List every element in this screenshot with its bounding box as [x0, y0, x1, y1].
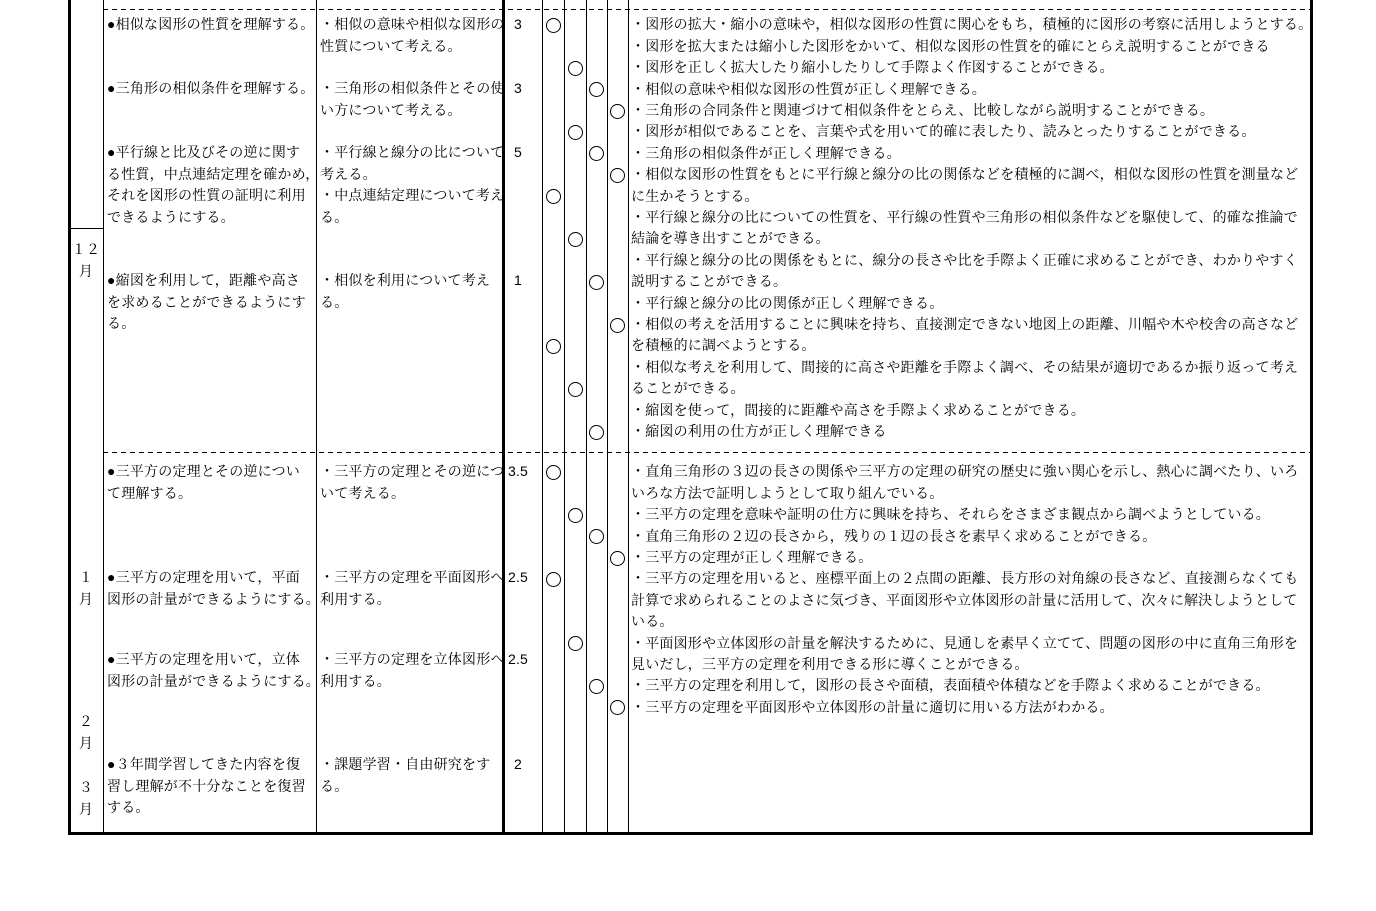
section-divider-dashed — [103, 452, 1310, 453]
goal-text: る。 — [107, 315, 136, 332]
goal-text: ●三角形の相似条件を理解する。 — [107, 80, 315, 97]
criterion-text: ・図形を正しく拡大したり縮小したりして手際よく作図することができる。 — [631, 59, 1114, 76]
goal-text: ●縮図を利用して，距離や高さ — [107, 272, 300, 289]
goal-text: ●３年間学習してきた内容を復 — [107, 756, 301, 773]
goal-text: ●相似な図形の性質を理解する。 — [107, 16, 315, 33]
criterion-text: ・平行線と線分の比の関係が正しく理解できる。 — [631, 294, 944, 311]
criterion-text: ・図形を拡大または縮小した図形をかいて、相似な図形の性質を的確にとらえ説明することができる — [631, 37, 1270, 54]
activity-hours-divider — [502, 0, 505, 835]
activity-text: る。 — [320, 293, 349, 310]
goal-text: それを図形の性質の証明に利用 — [107, 187, 306, 204]
criterion-text: 計算で求められることのよさに気づき、平面図形や立体図形の計量に活用して、次々に解決しようとして — [631, 591, 1298, 608]
criterion-text: ・直角三角形の２辺の長さから，残りの１辺の長さを素早く求めることができる。 — [631, 527, 1157, 544]
activity-text: 利用する。 — [320, 590, 391, 607]
evaluation-mark-circle — [568, 382, 583, 397]
criterion-text: ・相似な図形の性質をもとに平行線と線分の比の関係などを積極的に調べ，相似な図形の性質を測量など — [631, 166, 1299, 183]
goal-text: て理解する。 — [107, 484, 193, 501]
goal-text: 図形の計量ができるようにする。 — [107, 590, 320, 607]
activity-text: 性質について考える。 — [320, 37, 462, 54]
hours-value: 5 — [514, 144, 522, 161]
evaluation-mark-circle — [568, 61, 583, 76]
goal-text: 習し理解が不十分なことを復習 — [107, 777, 306, 794]
activity-text: ・三平方の定理とその逆につ — [320, 463, 505, 480]
goal-text: る性質，中点連結定理を確かめ， — [107, 165, 320, 182]
month-label: 月 — [78, 590, 94, 607]
activity-text: い方について考える。 — [320, 101, 462, 118]
activity-text: る。 — [320, 208, 349, 225]
hours-value: 3 — [514, 80, 522, 97]
criterion-text: ・相似な考えを利用して、間接的に高さや距離を手際よく調べ、その結果が適切であるか振り返って考え — [631, 358, 1299, 375]
table-border-left — [68, 0, 71, 835]
activity-text: ・三平方の定理を立体図形へ — [320, 651, 505, 668]
activity-text: る。 — [320, 777, 349, 794]
table-border-right — [1310, 0, 1313, 835]
criterion-text: ・三平方の定理を利用して，図形の長さや面積，表面積や体積などを手際よく求めることができる。 — [631, 677, 1270, 694]
criterion-text: に生かそうとする。 — [631, 187, 759, 204]
criterion-text: を積極的に調べようとする。 — [631, 337, 816, 354]
criterion-text: ・三角形の相似条件が正しく理解できる。 — [631, 144, 901, 161]
goal-text: できるようにする。 — [107, 208, 235, 225]
evaluation-mark-circle — [568, 232, 583, 247]
activity-text: ・三角形の相似条件とその使 — [320, 80, 505, 97]
evaluation-mark-circle — [589, 679, 604, 694]
goal-activity-divider — [316, 0, 317, 835]
evaluation-mark-circle — [610, 700, 625, 715]
evaluation-mark-circle — [568, 636, 583, 651]
criterion-text: ・直角三角形の３辺の長さの関係や三平方の定理の研究の歴史に強い関心を示し、熱心に調べたり、いろ — [631, 463, 1299, 480]
criterion-text: ・三平方の定理が正しく理解できる。 — [631, 548, 873, 565]
goal-text: 図形の計量ができるようにする。 — [107, 672, 320, 689]
eval-column-divider-1 — [542, 0, 543, 835]
activity-text: ・平行線と線分の比について — [320, 144, 505, 161]
criterion-text: ・平面図形や立体図形の計量を解決するために、見通しを素早く立てて、問題の図形の中に直角三角形を — [631, 634, 1299, 651]
criterion-text: ・三角形の合同条件と関連づけて相似条件をとらえ、比較しながら説明することができる。 — [631, 101, 1215, 118]
evaluation-mark-circle — [546, 572, 561, 587]
evaluation-mark-circle — [568, 508, 583, 523]
activity-text: ・課題学習・自由研究をす — [320, 756, 491, 773]
activity-text: ・相似を利用について考え — [320, 272, 491, 289]
criterion-text: ・図形の拡大・縮小の意味や，相似な図形の性質に関心をもち，積極的に図形の考察に活用しようとする。 — [631, 16, 1313, 33]
evaluation-mark-circle — [546, 189, 561, 204]
goal-text: ●三平方の定理を用いて，立体 — [107, 651, 300, 668]
activity-text: ・中点連結定理について考え — [320, 187, 505, 204]
criterion-text: ・相似の考えを活用することに興味を持ち、直接測定できない地図上の距離、川幅や木や校舎の高さなど — [631, 315, 1299, 332]
criterion-text: 説明することができる。 — [631, 273, 788, 290]
goal-text: ●三平方の定理とその逆につい — [107, 463, 300, 480]
criterion-text: ・縮図の利用の仕方が正しく理解できる — [631, 422, 887, 439]
evaluation-mark-circle — [546, 339, 561, 354]
table-border-bottom — [68, 832, 1313, 835]
criterion-text: いる。 — [631, 613, 674, 630]
criterion-text: ・図形が相似であることを、言葉や式を用いて的確に表したり、読みとったりすることができる。 — [631, 123, 1256, 140]
activity-text: 利用する。 — [320, 672, 391, 689]
goal-text: を求めることができるようにす — [107, 293, 306, 310]
evaluation-mark-circle — [589, 425, 604, 440]
activity-text: ・三平方の定理を平面図形へ — [320, 569, 505, 586]
criterion-text: ることができる。 — [631, 380, 745, 397]
evaluation-mark-circle — [589, 529, 604, 544]
evaluation-mark-circle — [589, 146, 604, 161]
evaluation-mark-circle — [610, 168, 625, 183]
month-label: １ — [78, 569, 94, 586]
hours-value: 1 — [514, 272, 522, 289]
evaluation-mark-circle — [589, 82, 604, 97]
hours-value: 3 — [514, 16, 522, 33]
hours-value: 2 — [514, 756, 522, 773]
month-label: 月 — [78, 800, 94, 817]
evaluation-mark-circle — [589, 275, 604, 290]
criterion-text: ・三平方の定理を用いると、座標平面上の２点間の距離、長方形の対角線の長さなど、直接測らなくても — [631, 570, 1299, 587]
activity-text: ・相似の意味や相似な図形の — [320, 16, 505, 33]
criterion-text: ・縮図を使って，間接的に距離や高さを手際よく求めることができる。 — [631, 401, 1086, 418]
evaluation-mark-circle — [546, 18, 561, 33]
criterion-text: ・平行線と線分の比の関係をもとに、線分の長さや比を手際よく正確に求めることができ、わかりやすく — [631, 251, 1298, 268]
month-label: ２ — [78, 713, 94, 730]
month-cell-divider — [68, 228, 103, 229]
evaluation-mark-circle — [568, 125, 583, 140]
hours-value: 2.5 — [507, 569, 529, 586]
eval-column-divider-4 — [607, 0, 608, 835]
evaluation-mark-circle — [610, 551, 625, 566]
month-label: 月 — [78, 262, 94, 279]
goal-text: する。 — [107, 799, 150, 816]
criterion-text: 結論を導き出すことができる。 — [631, 230, 830, 247]
activity-text: 考える。 — [320, 165, 377, 182]
criterion-text: ・相似の意味や相似な図形の性質が正しく理解できる。 — [631, 80, 986, 97]
evaluation-mark-circle — [610, 104, 625, 119]
hours-value: 2.5 — [507, 651, 529, 668]
evaluation-mark-circle — [610, 318, 625, 333]
criterion-text: いろな方法で証明しようとして取り組んでいる。 — [631, 484, 944, 501]
eval-column-divider-2 — [564, 0, 565, 835]
eval-column-divider-5 — [628, 0, 629, 835]
goal-text: ●平行線と比及びその逆に関す — [107, 144, 301, 161]
month-label: １２ — [71, 241, 101, 258]
hours-value: 3.5 — [507, 463, 529, 480]
month-label: ３ — [78, 779, 94, 796]
criterion-text: ・三平方の定理を意味や証明の仕方に興味を持ち、それらをさまざま観点から調べようとしている。 — [631, 506, 1270, 523]
criterion-text: 見いだし，三平方の定理を利用できる形に導くことができる。 — [631, 655, 1029, 672]
criterion-text: ・三平方の定理を平面図形や立体図形の計量に適切に用いる方法がわかる。 — [631, 698, 1114, 715]
goal-text: ●三平方の定理を用いて，平面 — [107, 569, 300, 586]
criterion-text: ・平行線と線分の比についての性質を、平行線の性質や三角形の相似条件などを駆使して、的確な推論で — [631, 208, 1298, 225]
evaluation-mark-circle — [546, 465, 561, 480]
month-label: 月 — [78, 734, 94, 751]
eval-column-divider-3 — [586, 0, 587, 835]
activity-text: いて考える。 — [320, 484, 406, 501]
row-divider-dashed-top — [103, 9, 1310, 10]
month-column-divider — [103, 0, 104, 835]
